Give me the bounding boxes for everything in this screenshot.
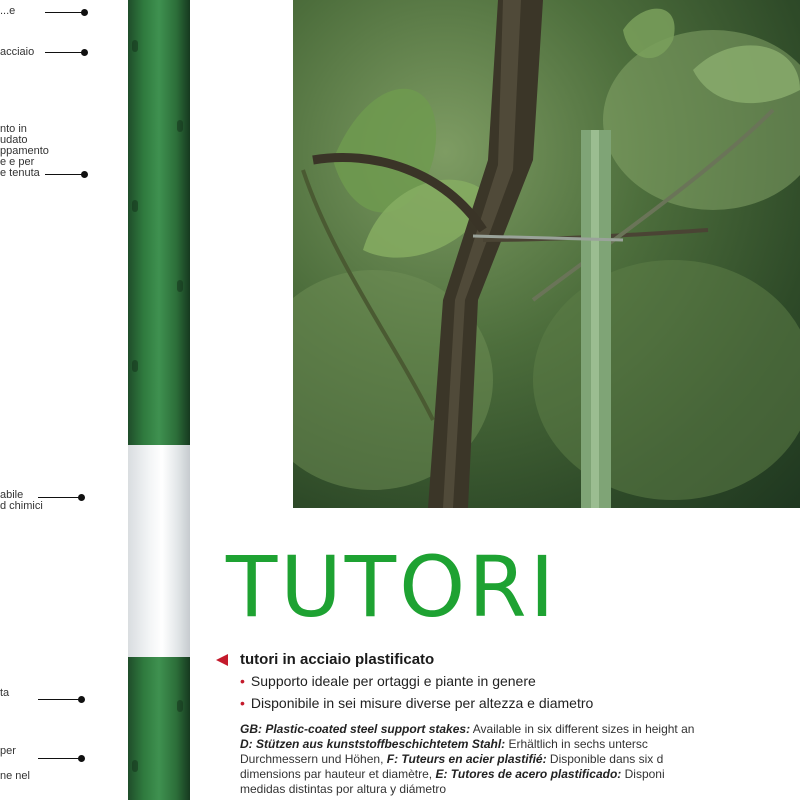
callout-text: ta	[0, 687, 10, 699]
callout-1	[0, 6, 15, 17]
callout-text: udato	[0, 134, 28, 146]
callout-text: e tenuta	[0, 167, 40, 179]
feature-bullet	[240, 695, 593, 711]
leader-dot	[81, 171, 88, 178]
bullet-text: Supporto ideale per ortaggi e piante in genere	[250, 673, 536, 689]
callout-5	[0, 688, 9, 699]
lang-text-d: Erhältlich in sechs untersc	[505, 737, 648, 751]
paragraph-line	[240, 782, 800, 797]
lang-text-f: Disponible dans six d	[546, 752, 664, 766]
stake-notch	[177, 120, 183, 132]
lang-label-f: F: Tuteurs en acier plastifié:	[383, 752, 547, 766]
callout-text: ne nel	[0, 770, 30, 782]
callout-text: d chimici	[0, 500, 43, 512]
lang-text-f-cont: dimensions par hauteur et diamètre,	[240, 767, 433, 781]
callout-3	[0, 124, 49, 179]
plant-photo	[293, 0, 800, 508]
lang-text-gb: Available in six different sizes in height an	[470, 722, 695, 736]
callout-text: ppamento	[0, 145, 49, 157]
lang-label-gb: GB: Plastic-coated steel support stakes:	[240, 722, 471, 736]
callout-text: acciaio	[0, 46, 35, 58]
leader-line	[38, 758, 80, 759]
callout-text: per	[0, 745, 16, 757]
leader-dot	[78, 755, 85, 762]
leader-line	[38, 497, 80, 498]
paragraph-line	[240, 722, 800, 737]
callout-text: e e per	[0, 156, 35, 168]
paragraph-line	[240, 767, 800, 782]
callout-6	[0, 746, 30, 782]
plant-photo-illustration	[293, 0, 800, 508]
callout-text: ...e	[0, 5, 16, 17]
leader-line	[45, 52, 83, 53]
bullet-text: Disponibile in sei misure diverse per altezza e diametro	[250, 695, 594, 711]
lang-label-e: E: Tutores de acero plastificado:	[432, 767, 622, 781]
feature-bullet	[240, 673, 536, 689]
lang-label-d: D: Stützen aus kunststoffbeschichtetem Stahl:	[240, 737, 506, 751]
bullet-dot-icon: •	[240, 695, 245, 711]
lang-text-e: Disponi	[621, 767, 665, 781]
stake-notch	[132, 760, 138, 772]
leader-dot	[78, 494, 85, 501]
leader-dot	[78, 696, 85, 703]
bullet-dot-icon: •	[240, 673, 245, 689]
multilingual-description	[240, 722, 800, 800]
callout-2	[0, 47, 34, 58]
callout-4	[0, 490, 43, 512]
paragraph-line	[240, 737, 800, 752]
paragraph-line	[240, 752, 800, 767]
stake-notch	[177, 700, 183, 712]
leader-line	[38, 699, 80, 700]
leader-line	[45, 12, 83, 13]
leader-dot	[81, 9, 88, 16]
page-title: TUTORI	[226, 538, 558, 636]
leader-line	[45, 174, 83, 175]
stake-notch	[132, 360, 138, 372]
callout-text: nto in	[0, 123, 27, 135]
stake-notch	[177, 280, 183, 292]
stake-sleeve-image	[128, 445, 190, 657]
stake-notch	[132, 200, 138, 212]
lang-text-e-cont: medidas distintas por altura y diámetro	[240, 782, 447, 796]
stake-notch	[132, 40, 138, 52]
lang-text-d-cont: Durchmessern und Höhen,	[240, 752, 384, 766]
red-arrow-icon	[216, 654, 228, 666]
leader-dot	[81, 49, 88, 56]
callout-text: abile	[0, 489, 24, 501]
product-subheading: tutori in acciaio plastificato	[240, 651, 435, 668]
